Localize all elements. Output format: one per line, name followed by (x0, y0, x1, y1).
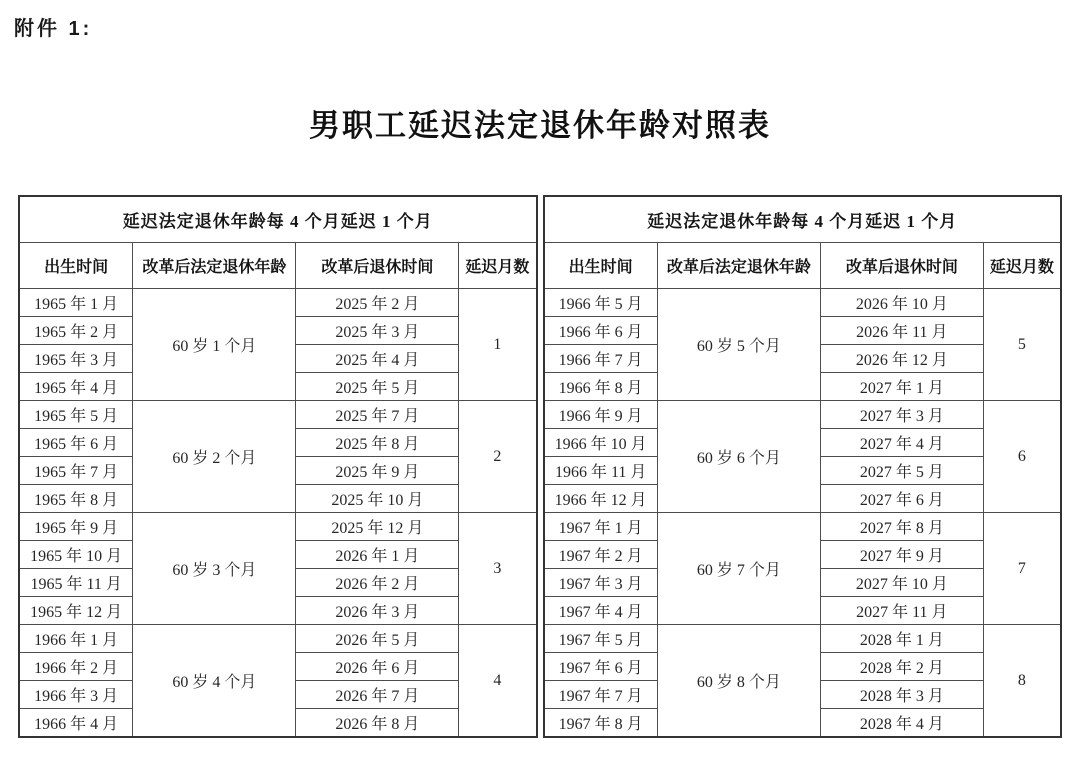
retirement-date-cell: 2028 年 1 月 (820, 625, 983, 653)
birth-month-cell: 1966 年 7 月 (544, 345, 658, 373)
retirement-date-cell: 2025 年 4 月 (296, 345, 459, 373)
birth-month-cell: 1966 年 11 月 (544, 457, 658, 485)
retirement-date-cell: 2026 年 7 月 (296, 681, 459, 709)
retirement-date-cell: 2026 年 3 月 (296, 597, 459, 625)
table-group-header: 延迟法定退休年龄每 4 个月延迟 1 个月 (19, 196, 537, 243)
retirement-date-cell: 2027 年 8 月 (820, 513, 983, 541)
retirement-date-cell: 2028 年 3 月 (820, 681, 983, 709)
birth-month-cell: 1965 年 9 月 (19, 513, 133, 541)
retirement-age-cell: 60 岁 1 个月 (133, 289, 296, 401)
birth-month-cell: 1967 年 5 月 (544, 625, 658, 653)
birth-month-cell: 1966 年 8 月 (544, 373, 658, 401)
birth-month-cell: 1965 年 1 月 (19, 289, 133, 317)
birth-month-cell: 1966 年 3 月 (19, 681, 133, 709)
retirement-date-cell: 2027 年 6 月 (820, 485, 983, 513)
retirement-date-cell: 2026 年 1 月 (296, 541, 459, 569)
column-header-row (19, 243, 537, 289)
birth-month-cell: 1967 年 4 月 (544, 597, 658, 625)
table-row (544, 401, 1062, 429)
retirement-date-cell: 2027 年 3 月 (820, 401, 983, 429)
column-header: 改革后法定退休年龄 (657, 243, 820, 289)
retirement-age-cell: 60 岁 3 个月 (133, 513, 296, 625)
column-header: 改革后退休时间 (820, 243, 983, 289)
table-row (544, 513, 1062, 541)
birth-month-cell: 1966 年 5 月 (544, 289, 658, 317)
birth-month-cell: 1967 年 1 月 (544, 513, 658, 541)
column-header: 延迟月数 (459, 243, 537, 289)
retirement-date-cell: 2026 年 8 月 (296, 709, 459, 738)
table-row (19, 625, 537, 653)
birth-month-cell: 1965 年 5 月 (19, 401, 133, 429)
birth-month-cell: 1966 年 4 月 (19, 709, 133, 738)
retirement-date-cell: 2025 年 3 月 (296, 317, 459, 345)
retirement-date-cell: 2027 年 11 月 (820, 597, 983, 625)
delay-months-cell: 2 (459, 401, 537, 513)
delay-months-cell: 7 (983, 513, 1061, 625)
birth-month-cell: 1967 年 6 月 (544, 653, 658, 681)
retirement-date-cell: 2025 年 2 月 (296, 289, 459, 317)
column-header: 改革后法定退休年龄 (133, 243, 296, 289)
retirement-date-cell: 2028 年 2 月 (820, 653, 983, 681)
delay-months-cell: 5 (983, 289, 1061, 401)
birth-month-cell: 1965 年 7 月 (19, 457, 133, 485)
table-header-row (19, 196, 537, 243)
retirement-date-cell: 2027 年 10 月 (820, 569, 983, 597)
birth-month-cell: 1967 年 7 月 (544, 681, 658, 709)
birth-month-cell: 1965 年 3 月 (19, 345, 133, 373)
delay-months-cell: 3 (459, 513, 537, 625)
birth-month-cell: 1965 年 11 月 (19, 569, 133, 597)
table-header-row (544, 196, 1062, 243)
table-row (19, 513, 537, 541)
retirement-age-cell: 60 岁 7 个月 (657, 513, 820, 625)
birth-month-cell: 1965 年 8 月 (19, 485, 133, 513)
retirement-date-cell: 2026 年 11 月 (820, 317, 983, 345)
retirement-date-cell: 2026 年 10 月 (820, 289, 983, 317)
birth-month-cell: 1965 年 2 月 (19, 317, 133, 345)
birth-month-cell: 1965 年 4 月 (19, 373, 133, 401)
retirement-date-cell: 2026 年 12 月 (820, 345, 983, 373)
tables-container (18, 195, 1062, 738)
retirement-table-right (543, 195, 1063, 738)
column-header: 改革后退休时间 (296, 243, 459, 289)
retirement-date-cell: 2028 年 4 月 (820, 709, 983, 738)
retirement-date-cell: 2026 年 6 月 (296, 653, 459, 681)
retirement-table-left (18, 195, 538, 738)
birth-month-cell: 1966 年 10 月 (544, 429, 658, 457)
retirement-age-cell: 60 岁 2 个月 (133, 401, 296, 513)
birth-month-cell: 1966 年 12 月 (544, 485, 658, 513)
retirement-date-cell: 2025 年 8 月 (296, 429, 459, 457)
delay-months-cell: 8 (983, 625, 1061, 738)
retirement-age-cell: 60 岁 4 个月 (133, 625, 296, 738)
delay-months-cell: 4 (459, 625, 537, 738)
birth-month-cell: 1966 年 6 月 (544, 317, 658, 345)
table-row (19, 289, 537, 317)
retirement-age-cell: 60 岁 5 个月 (657, 289, 820, 401)
delay-months-cell: 1 (459, 289, 537, 401)
retirement-date-cell: 2027 年 1 月 (820, 373, 983, 401)
attachment-label: 附件 1: (14, 18, 93, 40)
column-header-row (544, 243, 1062, 289)
retirement-date-cell: 2027 年 5 月 (820, 457, 983, 485)
birth-month-cell: 1965 年 10 月 (19, 541, 133, 569)
column-header: 延迟月数 (983, 243, 1061, 289)
retirement-date-cell: 2027 年 4 月 (820, 429, 983, 457)
retirement-age-cell: 60 岁 6 个月 (657, 401, 820, 513)
birth-month-cell: 1966 年 1 月 (19, 625, 133, 653)
birth-month-cell: 1965 年 12 月 (19, 597, 133, 625)
birth-month-cell: 1966 年 2 月 (19, 653, 133, 681)
page-title: 男职工延迟法定退休年龄对照表 (309, 108, 771, 143)
retirement-date-cell: 2025 年 10 月 (296, 485, 459, 513)
retirement-date-cell: 2026 年 2 月 (296, 569, 459, 597)
table-row (19, 401, 537, 429)
column-header: 出生时间 (544, 243, 658, 289)
retirement-date-cell: 2025 年 9 月 (296, 457, 459, 485)
birth-month-cell: 1967 年 2 月 (544, 541, 658, 569)
birth-month-cell: 1967 年 3 月 (544, 569, 658, 597)
delay-months-cell: 6 (983, 401, 1061, 513)
column-header: 出生时间 (19, 243, 133, 289)
table-row (544, 289, 1062, 317)
birth-month-cell: 1967 年 8 月 (544, 709, 658, 738)
birth-month-cell: 1966 年 9 月 (544, 401, 658, 429)
retirement-date-cell: 2026 年 5 月 (296, 625, 459, 653)
table-group-header: 延迟法定退休年龄每 4 个月延迟 1 个月 (544, 196, 1062, 243)
retirement-date-cell: 2025 年 12 月 (296, 513, 459, 541)
retirement-date-cell: 2027 年 9 月 (820, 541, 983, 569)
retirement-age-cell: 60 岁 8 个月 (657, 625, 820, 738)
retirement-date-cell: 2025 年 7 月 (296, 401, 459, 429)
birth-month-cell: 1965 年 6 月 (19, 429, 133, 457)
table-row (544, 625, 1062, 653)
retirement-date-cell: 2025 年 5 月 (296, 373, 459, 401)
